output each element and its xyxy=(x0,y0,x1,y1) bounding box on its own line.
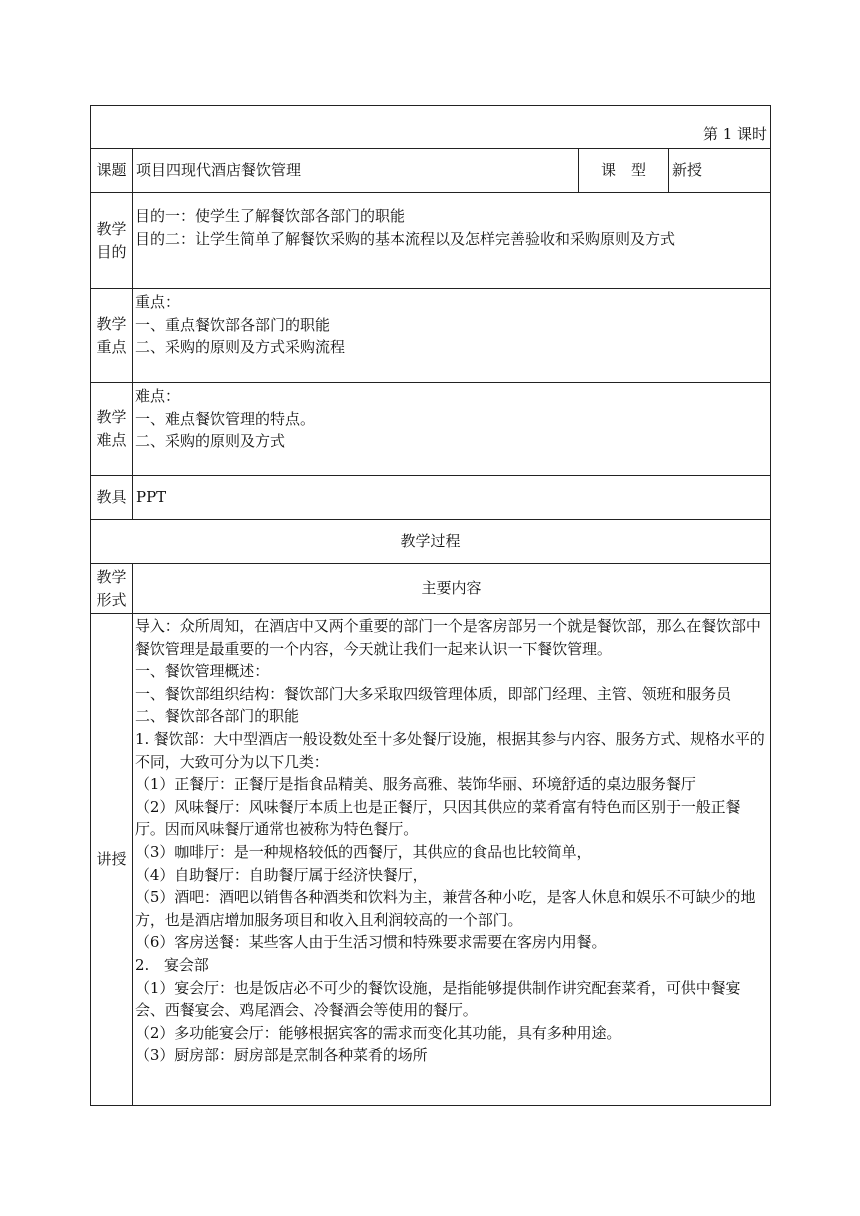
topic-value: 项目四现代酒店餐饮管理 xyxy=(133,149,579,193)
difficulty-2: 二、采购的原则及方式 xyxy=(135,432,286,451)
lecture-paragraph: 2. 宴会部 xyxy=(135,955,209,974)
lecture-content xyxy=(133,614,771,1106)
lecture-label: 讲授 xyxy=(91,614,133,1106)
lesson-number: 第 1 课时 xyxy=(91,106,771,149)
tools-label: 教具 xyxy=(91,476,133,520)
lesson-plan-table xyxy=(90,105,771,1106)
lecture-paragraph: （6）客房送餐：某些客人由于生活习惯和特殊要求需要在客房内用餐。 xyxy=(135,933,607,952)
form-label: 教学形式 xyxy=(91,564,133,614)
objective-2: 目的二：让学生简单了解餐饮采购的基本流程以及怎样完善验收和采购原则及方式 xyxy=(135,229,676,248)
content-title: 主要内容 xyxy=(133,564,771,614)
form-header-row xyxy=(91,564,771,614)
key-points-content xyxy=(133,289,771,383)
lecture-paragraph: （5）酒吧：酒吧以销售各种酒类和饮料为主，兼营各种小吃，是客人休息和娱乐不可缺少的地方，也是酒店增加服务项目和收入且利润较高的一个部门。 xyxy=(135,888,756,929)
lecture-paragraph: （3）厨房部：厨房部是烹制各种菜肴的场所 xyxy=(135,1046,428,1065)
objectives-row xyxy=(91,193,771,289)
key-point-2: 二、采购的原则及方式采购流程 xyxy=(135,338,346,357)
objectives-label: 教学目的 xyxy=(91,193,133,289)
difficulties-label: 教学难点 xyxy=(91,383,133,476)
process-title-row xyxy=(91,520,771,564)
key-points-heading: 重点： xyxy=(135,293,181,311)
lecture-paragraph: 一、餐饮部组织结构：餐饮部门大多采取四级管理体质，即部门经理、主管、领班和服务员 xyxy=(135,684,732,703)
objective-1: 目的一：使学生了解餐饮部各部门的职能 xyxy=(135,207,406,225)
lecture-paragraph: （1）正餐厅：正餐厅是指食品精美、服务高雅、装饰华丽、环境舒适的桌边服务餐厅 xyxy=(135,775,696,794)
process-title: 教学过程 xyxy=(91,520,771,564)
tools-row xyxy=(91,476,771,520)
difficulties-heading: 难点： xyxy=(135,387,181,405)
key-points-row xyxy=(91,289,771,383)
difficulties-content xyxy=(133,383,771,476)
objectives-content xyxy=(133,193,771,289)
lesson-number-row xyxy=(91,106,771,149)
lecture-paragraph: 导入：众所周知，在酒店中又两个重要的部门一个是客房部另一个就是餐饮部，那么在餐饮部中餐饮管理是最重要的一个内容，今天就让我们一起来认识一下餐饮管理。 xyxy=(135,617,761,658)
lecture-paragraph: （1）宴会厅：也是饭店必不可少的餐饮设施，是指能够提供制作讲究配套菜肴，可供中餐宴会、西餐宴会、鸡尾酒会、冷餐酒会等使用的餐厅。 xyxy=(135,978,741,1020)
topic-row xyxy=(91,149,771,193)
difficulty-1: 一、难点餐饮管理的特点。 xyxy=(135,409,316,428)
tools-value: PPT xyxy=(133,476,771,520)
lecture-paragraph: （2）风味餐厅：风味餐厅本质上也是正餐厅，只因其供应的菜肴富有特色而区别于一般正餐厅。因而风味餐厅通常也被称为特色餐厅。 xyxy=(135,797,741,839)
topic-label: 课题 xyxy=(91,149,133,193)
lecture-row xyxy=(91,614,771,1106)
key-points-label: 教学重点 xyxy=(91,289,133,383)
lecture-paragraph: 1. 餐饮部：大中型酒店一般设数处至十多处餐厅设施，根据其参与内容、服务方式、规格水平的不同，大致可分为以下几类： xyxy=(135,729,765,771)
lecture-paragraph: （4）自助餐厅：自助餐厅属于经济快餐厅， xyxy=(135,865,428,884)
lecture-paragraph: （2）多功能宴会厅：能够根据宾客的需求而变化其功能，具有多种用途。 xyxy=(135,1023,622,1042)
difficulties-row xyxy=(91,383,771,476)
lecture-paragraph: （3）咖啡厅：是一种规格较低的西餐厅，其供应的食品也比较简单， xyxy=(135,842,592,861)
lesson-type-label: 课 型 xyxy=(579,149,669,193)
lesson-type-value: 新授 xyxy=(669,149,771,193)
lecture-paragraph: 一、餐饮管理概述： xyxy=(135,662,270,681)
key-point-1: 一、重点餐饮部各部门的职能 xyxy=(135,315,331,334)
lecture-paragraph: 二、餐饮部各部门的职能 xyxy=(135,707,299,726)
